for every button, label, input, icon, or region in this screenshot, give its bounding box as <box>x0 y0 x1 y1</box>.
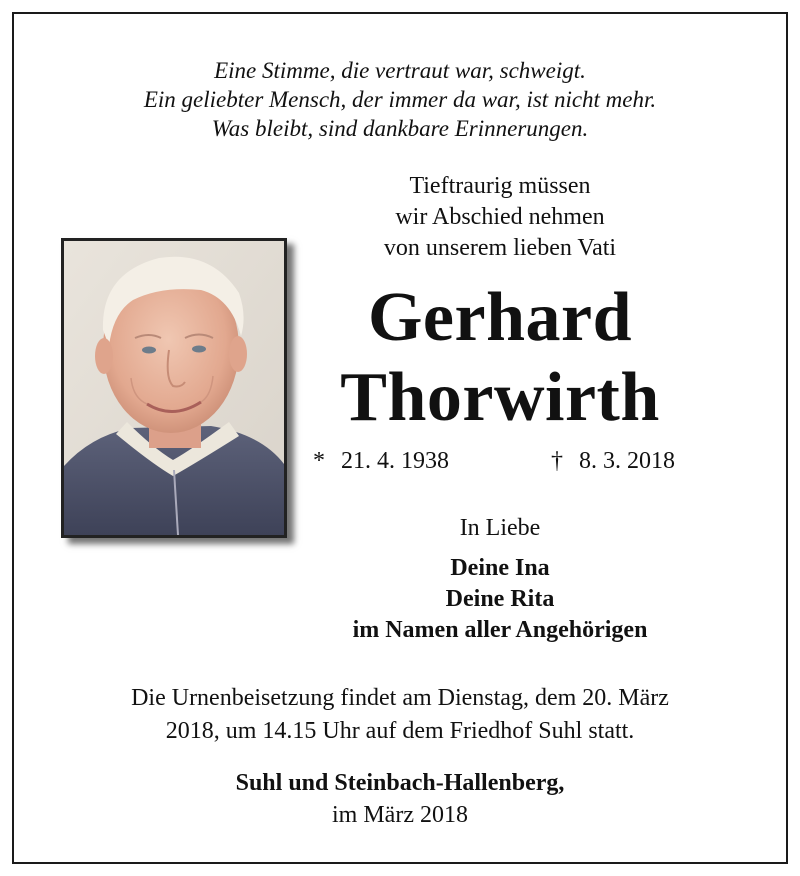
funeral-line: Die Urnenbeisetzung findet am Dienstag, dem 20. März <box>131 685 669 711</box>
portrait-photo <box>61 238 287 538</box>
funeral-line: 2018, um 14.15 Uhr auf dem Friedhof Suhl statt. <box>165 718 635 744</box>
birth-date: 21. 4. 1938 <box>341 448 449 474</box>
death-symbol: † <box>551 448 563 474</box>
intro-line: von unserem lieben Vati <box>383 235 617 261</box>
intro-line: wir Abschied nehmen <box>395 204 605 230</box>
death-date-line <box>551 448 675 475</box>
intro-text <box>300 171 700 264</box>
verse-line: Eine Stimme, die vertraut war, schweigt. <box>214 58 586 83</box>
death-date: 8. 3. 2018 <box>579 448 675 474</box>
funeral-notice <box>0 682 800 748</box>
portrait-image <box>61 238 287 538</box>
verse-line: Ein geliebter Mensch, der immer da war, ist nicht mehr. <box>143 87 657 112</box>
signer-line: Deine Ina <box>450 555 550 581</box>
verse-line: Was bleibt, sind dankbare Erinnerungen. <box>211 116 589 141</box>
birth-symbol: * <box>313 448 325 474</box>
memorial-verse <box>0 56 800 143</box>
signer-line: Deine Rita <box>445 586 555 612</box>
signer-line: im Namen aller Angehörigen <box>352 617 648 643</box>
signers <box>300 553 700 646</box>
birth-date-line <box>313 448 449 475</box>
intro-line: Tieftraurig müssen <box>409 173 591 199</box>
in-liebe-text: In Liebe <box>459 515 541 541</box>
deceased-last-name: Thorwirth <box>340 359 660 436</box>
place-line: Suhl und Steinbach-Hallenberg, <box>235 770 565 796</box>
date-line: im März 2018 <box>332 802 468 828</box>
deceased-first-name: Gerhard <box>367 279 633 356</box>
